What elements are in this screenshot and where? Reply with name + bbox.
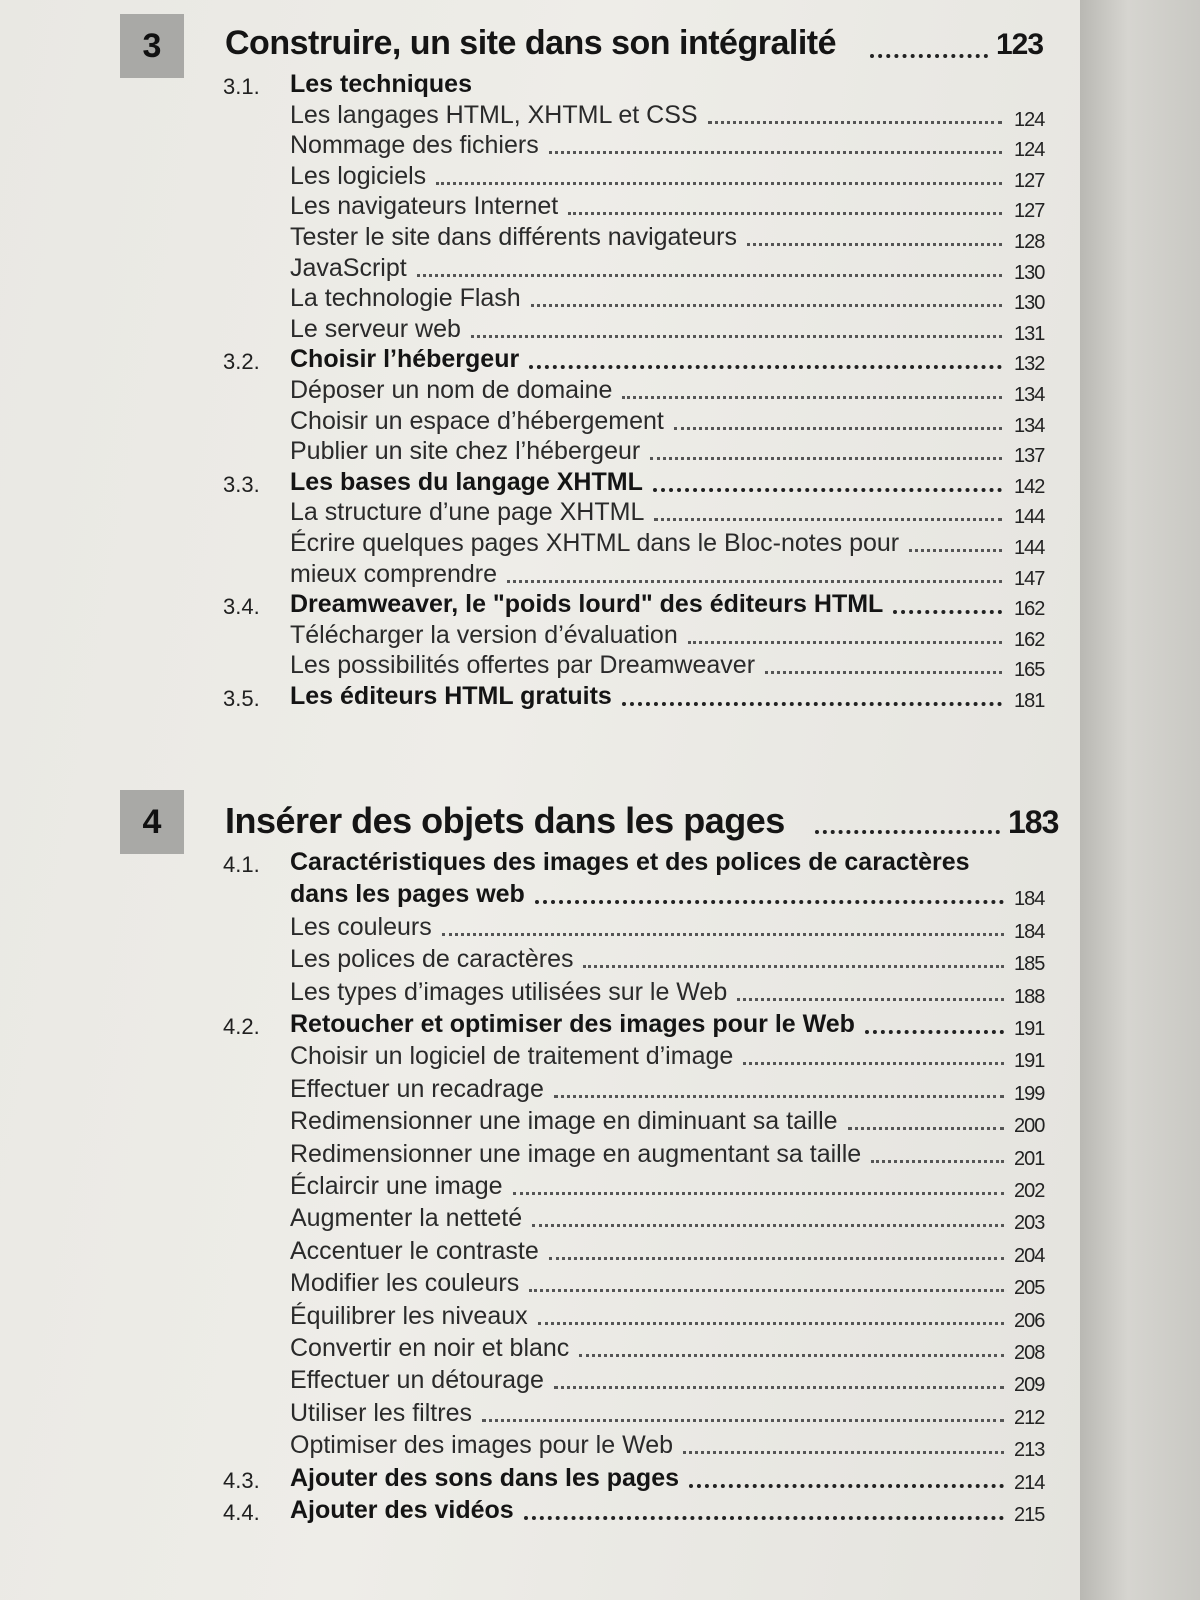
toc-entry-row[interactable] xyxy=(0,1237,1080,1269)
toc-entry-row[interactable] xyxy=(0,376,1080,408)
page-number: 127 xyxy=(1014,169,1045,192)
leader-dots xyxy=(654,500,1002,521)
toc-entry-row[interactable] xyxy=(0,1334,1080,1366)
toc-entry-row[interactable] xyxy=(0,1204,1080,1236)
leader-dots xyxy=(871,1142,1004,1163)
section-number: 3.2. xyxy=(223,349,260,375)
entry-title: Le serveur web xyxy=(290,314,461,343)
toc-entry-row[interactable] xyxy=(0,407,1080,439)
entry-title: dans les pages web xyxy=(290,880,525,909)
page-number: 124 xyxy=(1014,139,1045,162)
chapter-leader-dots xyxy=(870,48,988,58)
entry-title: Les couleurs xyxy=(290,912,432,941)
page-number: 134 xyxy=(1014,414,1045,437)
entry-title: Publier un site chez l’hébergeur xyxy=(290,437,641,466)
page-number: 142 xyxy=(1014,475,1045,498)
leader-dots xyxy=(737,980,1004,1001)
entry-title: Redimensionner une image en augmentant sa taille xyxy=(290,1139,862,1168)
section-number: 3.4. xyxy=(223,594,260,620)
leader-dots xyxy=(674,409,1002,430)
entry-title: La structure d’une page XHTML xyxy=(290,498,645,527)
toc-entry-row[interactable] xyxy=(0,101,1080,133)
entry-title: Les bases du langage XHTML xyxy=(290,467,643,496)
page-number: 131 xyxy=(1014,322,1045,345)
page-number: 203 xyxy=(1014,1212,1045,1235)
leader-dots xyxy=(909,531,1002,552)
toc-entry-row[interactable] xyxy=(0,1075,1080,1107)
toc-section-row[interactable] xyxy=(0,1496,1080,1528)
toc-entry-row[interactable] xyxy=(0,651,1080,683)
section-number: 4.3. xyxy=(223,1467,260,1493)
toc-entry-row[interactable] xyxy=(0,437,1080,469)
chapter-number-box: 3 xyxy=(120,14,184,78)
leader-dots xyxy=(583,947,1004,968)
chapter-leader-dots xyxy=(815,824,1000,834)
entry-title: Les navigateurs Internet xyxy=(290,192,559,221)
toc-entry-row[interactable] xyxy=(0,1366,1080,1398)
toc-entry-row[interactable] xyxy=(0,1042,1080,1074)
entry-title: Tester le site dans différents navigateurs xyxy=(290,223,738,251)
toc-entry-row[interactable] xyxy=(0,223,1080,255)
leader-dots xyxy=(529,1271,1004,1292)
entry-title: Les logiciels xyxy=(290,161,427,190)
section-number: 3.3. xyxy=(223,471,260,497)
toc-entry-row[interactable] xyxy=(0,560,1080,592)
leader-dots xyxy=(549,133,1002,154)
entry-title: Choisir un logiciel de traitement d’image xyxy=(290,1042,734,1071)
page-number: 199 xyxy=(1014,1082,1045,1105)
entry-title: Équilibrer les niveaux xyxy=(290,1301,528,1330)
entry-title: Nommage des fichiers xyxy=(290,131,539,160)
leader-dots xyxy=(622,378,1002,399)
toc-entry-row[interactable] xyxy=(0,284,1080,316)
page-number: 214 xyxy=(1014,1471,1045,1494)
page-number: 128 xyxy=(1014,231,1045,253)
leader-dots xyxy=(513,1174,1004,1195)
page-number: 147 xyxy=(1014,567,1045,590)
toc-entry-row[interactable] xyxy=(0,978,1080,1010)
leader-dots xyxy=(507,562,1002,583)
leader-dots xyxy=(893,592,1002,614)
page-number: 144 xyxy=(1014,537,1045,559)
page-number: 184 xyxy=(1014,888,1045,911)
leader-dots xyxy=(848,1109,1004,1130)
entry-title: Les langages HTML, XHTML et CSS xyxy=(290,100,698,129)
leader-dots xyxy=(743,1044,1004,1065)
leader-dots xyxy=(650,439,1002,460)
toc-entry-row[interactable] xyxy=(0,529,1080,561)
page-number: 204 xyxy=(1014,1244,1045,1267)
leader-dots xyxy=(554,1368,1004,1389)
leader-dots xyxy=(442,915,1004,936)
toc-section-row[interactable] xyxy=(0,1010,1080,1042)
page-number: 215 xyxy=(1014,1504,1045,1526)
toc-section-row[interactable] xyxy=(0,70,1080,102)
leader-dots xyxy=(683,1433,1004,1454)
entry-title: Les possibilités offertes par Dreamweaver xyxy=(290,651,756,680)
entry-title: Effectuer un détourage xyxy=(290,1366,544,1395)
toc-entry-row[interactable] xyxy=(0,315,1080,347)
page-number: 200 xyxy=(1014,1115,1045,1138)
leader-dots xyxy=(524,1498,1004,1520)
section-number: 4.1. xyxy=(223,852,260,877)
toc-entry-row[interactable] xyxy=(0,1399,1080,1431)
entry-title: Les polices de caractères xyxy=(290,945,574,974)
page-number: 205 xyxy=(1014,1277,1045,1300)
section-number: 3.1. xyxy=(223,74,260,99)
leader-dots xyxy=(568,194,1002,215)
leader-dots xyxy=(538,1304,1004,1325)
page-number: 191 xyxy=(1014,1018,1045,1040)
page-number: 162 xyxy=(1014,628,1045,651)
page-number: 202 xyxy=(1014,1180,1045,1202)
entry-title: Redimensionner une image en diminuant sa taille xyxy=(290,1107,838,1136)
page-number: 132 xyxy=(1014,353,1045,376)
page-edge-shadow xyxy=(1080,0,1200,1600)
page-number: 144 xyxy=(1014,506,1045,529)
entry-title: Caractéristiques des images et des polices de caractères xyxy=(290,848,970,876)
chapter-number-box: 4 xyxy=(120,790,184,854)
section-number: 4.2. xyxy=(223,1014,260,1039)
toc-entry-row[interactable] xyxy=(0,913,1080,945)
leader-dots xyxy=(765,653,1002,674)
entry-title: Retoucher et optimiser des images pour le Web xyxy=(290,1010,855,1038)
page-number: 130 xyxy=(1014,292,1045,315)
leader-dots xyxy=(622,684,1002,706)
leader-dots xyxy=(436,164,1002,185)
toc-section-row[interactable] xyxy=(0,848,1080,880)
entry-title: Choisir l’hébergeur xyxy=(290,345,520,374)
entry-title: Modifier les couleurs xyxy=(290,1269,520,1298)
toc-entry-row[interactable] xyxy=(0,254,1080,286)
entry-title: Déposer un nom de domaine xyxy=(290,376,613,404)
page-number: 188 xyxy=(1014,985,1045,1008)
entry-title: mieux comprendre xyxy=(290,559,498,588)
entry-title: La technologie Flash xyxy=(290,284,521,313)
toc-section-row[interactable] xyxy=(0,345,1080,377)
leader-dots xyxy=(554,1077,1004,1098)
entry-title: Dreamweaver, le "poids lourd" des éditeurs HTML xyxy=(290,590,884,619)
page-number: 127 xyxy=(1014,200,1045,223)
leader-dots xyxy=(747,225,1002,246)
entry-title: Convertir en noir et blanc xyxy=(290,1334,570,1362)
toc-section-row[interactable] xyxy=(0,468,1080,500)
leader-dots xyxy=(549,1239,1004,1260)
page-number: 209 xyxy=(1014,1374,1045,1397)
page-number: 184 xyxy=(1014,920,1045,943)
entry-title: Utiliser les filtres xyxy=(290,1398,472,1427)
toc-section-row[interactable] xyxy=(0,590,1080,622)
page-number: 130 xyxy=(1014,261,1045,284)
section-number: 4.4. xyxy=(223,1500,260,1525)
leader-dots xyxy=(417,256,1002,277)
entry-title: Écrire quelques pages XHTML dans le Bloc-notes pour xyxy=(290,529,900,557)
page-number: 212 xyxy=(1014,1406,1045,1429)
page-number: 201 xyxy=(1014,1147,1045,1170)
leader-dots xyxy=(535,882,1004,904)
page-number: 185 xyxy=(1014,953,1045,976)
toc-entry-row[interactable] xyxy=(0,192,1080,224)
leader-dots xyxy=(865,1012,1004,1034)
entry-title: Choisir un espace d’hébergement xyxy=(290,406,664,435)
chapter-page-number: 183 xyxy=(1008,804,1059,840)
toc-entry-row[interactable] xyxy=(0,1431,1080,1463)
leader-dots xyxy=(653,470,1002,492)
leader-dots xyxy=(688,623,1002,644)
page-number: 208 xyxy=(1014,1342,1045,1364)
toc-entry-row[interactable] xyxy=(0,162,1080,194)
toc-entry-row[interactable] xyxy=(0,131,1080,163)
entry-title: Éclaircir une image xyxy=(290,1172,503,1200)
toc-entry-row[interactable] xyxy=(0,1140,1080,1172)
toc-entry-row[interactable] xyxy=(0,945,1080,977)
entry-title: Les types d’images utilisées sur le Web xyxy=(290,977,728,1006)
page-number: 137 xyxy=(1014,445,1045,468)
toc-section-row[interactable] xyxy=(0,1464,1080,1496)
chapter-title[interactable]: Construire, un site dans son intégralité xyxy=(225,24,836,62)
page-number: 162 xyxy=(1014,598,1045,621)
toc-section-row[interactable] xyxy=(0,880,1080,912)
entry-title: Les éditeurs HTML gratuits xyxy=(290,682,612,710)
leader-dots xyxy=(471,317,1002,338)
toc-section-row[interactable] xyxy=(0,682,1080,714)
leader-dots xyxy=(708,103,1002,124)
page-number: 165 xyxy=(1014,659,1045,682)
entry-title: Télécharger la version d’évaluation xyxy=(290,620,678,649)
leader-dots xyxy=(531,286,1002,307)
page-number: 213 xyxy=(1014,1439,1045,1462)
toc-entry-row[interactable] xyxy=(0,1302,1080,1334)
toc-entry-row[interactable] xyxy=(0,1107,1080,1139)
page-number: 124 xyxy=(1014,108,1045,131)
toc-entry-row[interactable] xyxy=(0,1269,1080,1301)
toc-entry-row[interactable] xyxy=(0,621,1080,653)
leader-dots xyxy=(482,1401,1004,1422)
leader-dots xyxy=(579,1336,1004,1357)
section-number: 3.5. xyxy=(223,686,260,711)
page-number: 181 xyxy=(1014,690,1045,712)
entry-title: Accentuer le contraste xyxy=(290,1236,539,1265)
toc-entry-row[interactable] xyxy=(0,1172,1080,1204)
entry-title: Les techniques xyxy=(290,70,472,98)
page-number: 206 xyxy=(1014,1309,1045,1332)
entry-title: Ajouter des sons dans les pages xyxy=(290,1463,680,1492)
leader-dots xyxy=(532,1206,1004,1227)
chapter-page-number: 123 xyxy=(996,28,1044,61)
entry-title: Optimiser des images pour le Web xyxy=(290,1431,674,1460)
leader-dots xyxy=(529,347,1002,369)
page-number: 134 xyxy=(1014,384,1045,406)
toc-entry-row[interactable] xyxy=(0,498,1080,530)
entry-title: JavaScript xyxy=(290,253,407,282)
chapter-title[interactable]: Insérer des objets dans les pages xyxy=(225,800,785,841)
entry-title: Ajouter des vidéos xyxy=(290,1496,514,1524)
page-number: 191 xyxy=(1014,1050,1045,1073)
entry-title: Augmenter la netteté xyxy=(290,1204,523,1233)
leader-dots xyxy=(689,1466,1004,1488)
entry-title: Effectuer un recadrage xyxy=(290,1074,544,1103)
